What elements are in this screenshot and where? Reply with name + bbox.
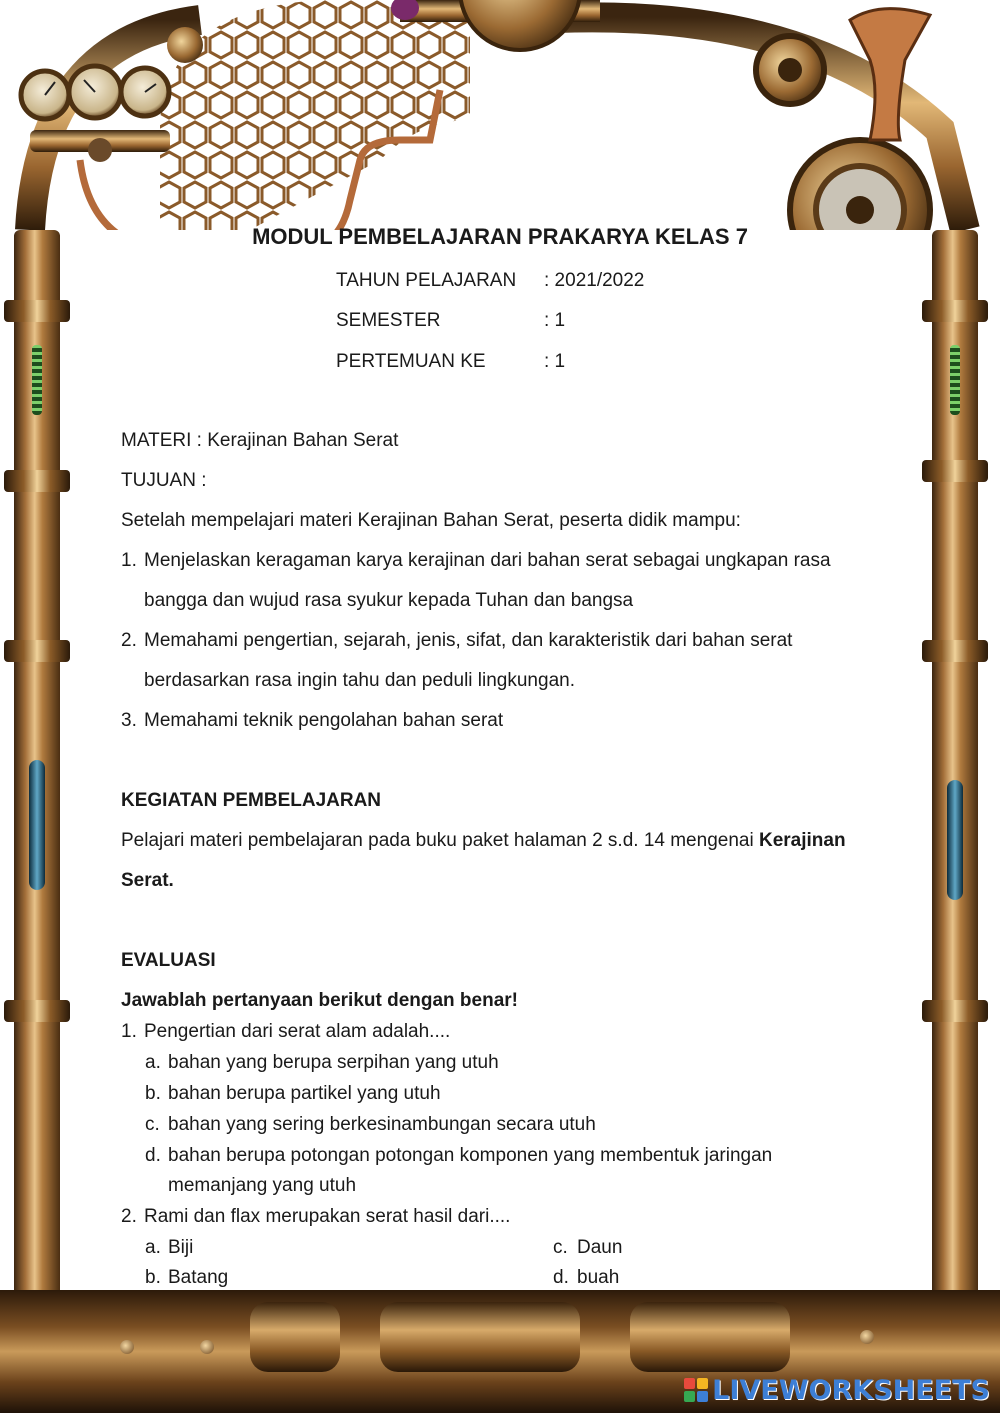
liveworksheets-watermark	[684, 1373, 990, 1407]
watermark-text: LIVEWORKSHEETS	[712, 1374, 990, 1406]
option-text-continuation: memanjang yang utuh	[168, 1175, 357, 1196]
materi-line: MATERI : Kerajinan Bahan Serat	[121, 430, 399, 451]
question-number: 2.	[121, 1206, 137, 1227]
tujuan-item-text: Memahami pengertian, sejarah, jenis, sifat, dan karakteristik dari bahan serat	[144, 630, 793, 651]
option-letter: b.	[145, 1083, 161, 1104]
meta-label: SEMESTER	[336, 310, 441, 331]
tujuan-item-text: berdasarkan rasa ingin tahu dan peduli lingkungan.	[144, 670, 575, 691]
option-letter: a.	[145, 1237, 161, 1258]
option-text: bahan yang berupa serpihan yang utuh	[168, 1052, 499, 1073]
document-title: MODUL PEMBELAJARAN PRAKARYA KELAS 7	[252, 224, 748, 249]
tujuan-item-number: 2.	[121, 630, 137, 651]
meta-label: PERTEMUAN KE	[336, 351, 486, 372]
kegiatan-body: Pelajari materi pembelajaran pada buku paket halaman 2 s.d. 14 mengenai	[121, 830, 759, 851]
tujuan-intro: Setelah mempelajari materi Kerajinan Bahan Serat, peserta didik mampu:	[121, 510, 741, 531]
option-text: bahan yang sering berkesinambungan secara utuh	[168, 1114, 596, 1135]
option-letter: d.	[553, 1267, 569, 1288]
option-letter: b.	[145, 1267, 161, 1288]
option-text: Biji	[168, 1237, 194, 1258]
meta-value: : 2021/2022	[544, 270, 645, 291]
meta-label: TAHUN PELAJARAN	[336, 270, 517, 291]
option-letter: a.	[145, 1052, 161, 1073]
evaluasi-instruction: Jawablah pertanyaan berikut dengan benar!	[121, 990, 518, 1011]
option-text: Batang	[168, 1267, 229, 1288]
option-letter: d.	[145, 1145, 161, 1166]
option-text: bahan berupa potongan potongan komponen yang membentuk jaringan	[168, 1145, 773, 1166]
option-letter: c.	[145, 1114, 160, 1135]
tujuan-heading: TUJUAN :	[121, 470, 207, 491]
option-letter: c.	[553, 1237, 568, 1258]
kegiatan-bold-word: Kerajinan	[758, 830, 846, 851]
evaluasi-heading: EVALUASI	[121, 950, 216, 971]
tujuan-item-text: Memahami teknik pengolahan bahan serat	[144, 710, 504, 731]
meta-value: : 1	[544, 310, 566, 331]
liveworksheets-logo-icon	[684, 1378, 708, 1402]
kegiatan-text	[121, 821, 846, 861]
option-text: bahan berupa partikel yang utuh	[168, 1083, 441, 1104]
kegiatan-heading: KEGIATAN PEMBELAJARAN	[121, 790, 382, 811]
tujuan-item-number: 3.	[121, 710, 137, 731]
question-text: Rami dan flax merupakan serat hasil dari....	[144, 1206, 511, 1227]
option-text: Daun	[577, 1237, 623, 1258]
meta-value: : 1	[544, 351, 566, 372]
option-text: buah	[577, 1267, 620, 1288]
tujuan-item-number: 1.	[121, 550, 137, 571]
question-number: 1.	[121, 1021, 137, 1042]
question-text: Pengertian dari serat alam adalah....	[144, 1021, 451, 1042]
tujuan-item-text: bangga dan wujud rasa syukur kepada Tuhan dan bangsa	[144, 590, 634, 611]
kegiatan-bold-continuation: Serat.	[121, 870, 174, 891]
tujuan-item-text: Menjelaskan keragaman karya kerajinan dari bahan serat sebagai ungkapan rasa	[144, 550, 831, 571]
